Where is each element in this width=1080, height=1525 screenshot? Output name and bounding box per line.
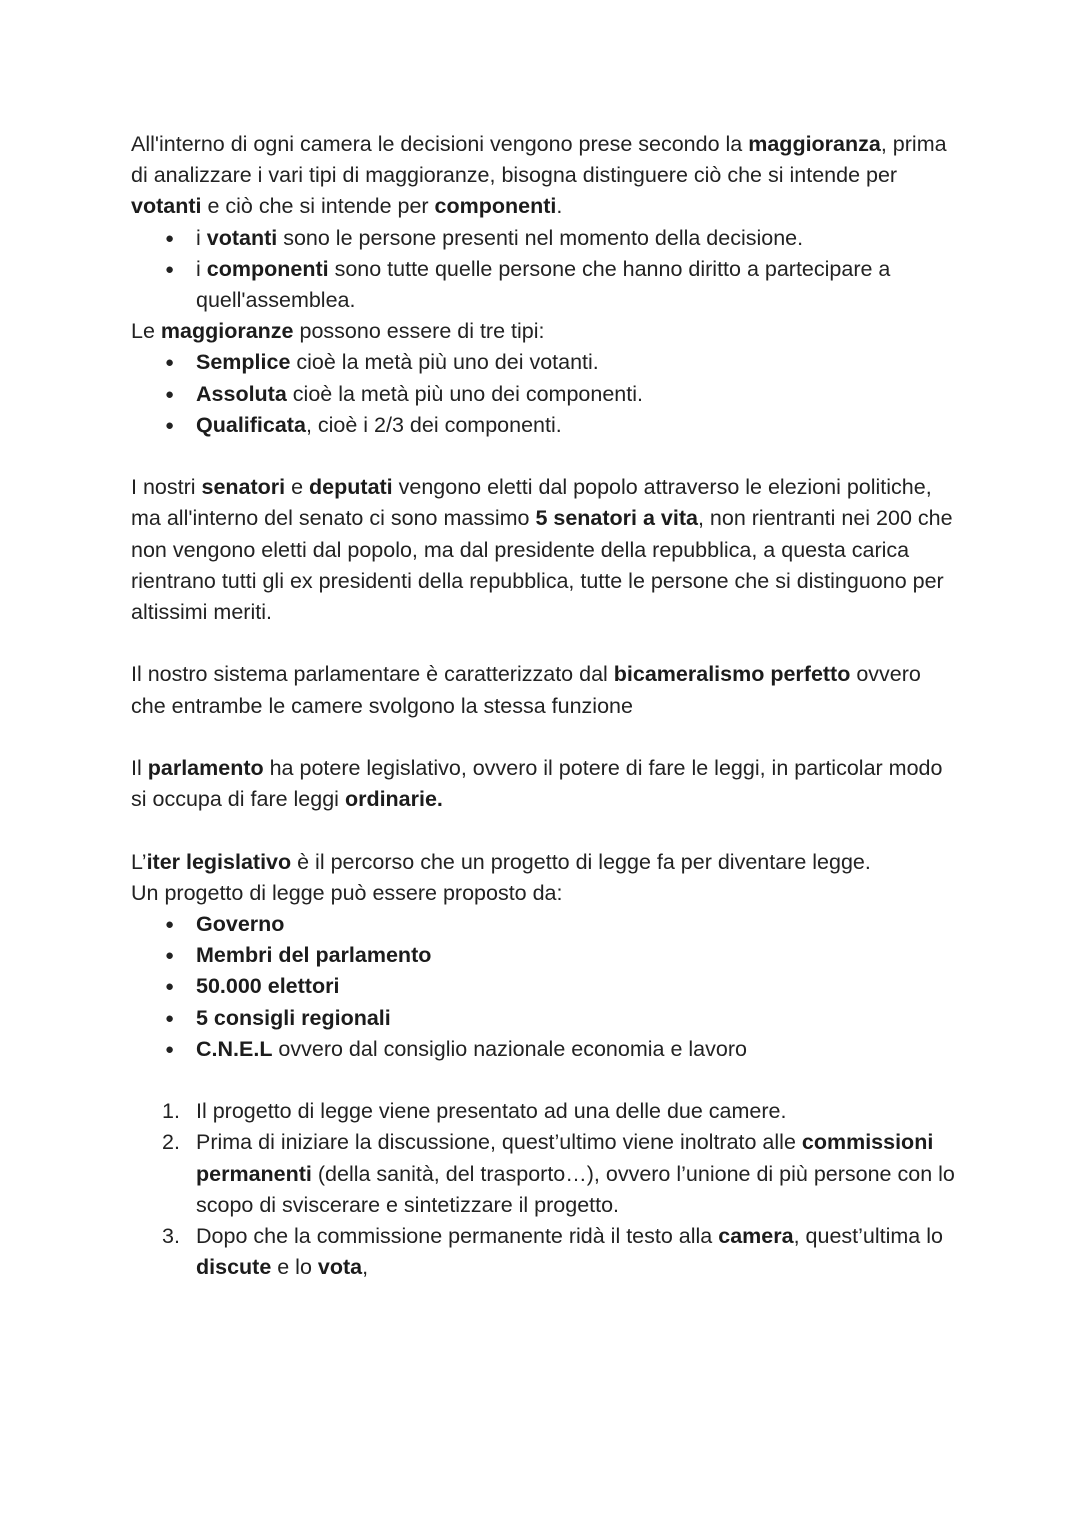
list-item bbox=[131, 909, 961, 940]
bullet-icon: ● bbox=[165, 947, 175, 965]
list-number: 1. bbox=[162, 1099, 180, 1124]
bold-term: votanti bbox=[206, 225, 278, 250]
text: All'interno di ogni camera le decisioni vengono prese secondo la bbox=[131, 132, 749, 156]
list-item bbox=[131, 223, 961, 254]
text: Il progetto di legge viene presentato ad una delle due camere. bbox=[196, 1099, 787, 1124]
bold-term: Qualificata bbox=[196, 412, 306, 437]
paragraph-iter-legislativo bbox=[131, 847, 961, 878]
text: L’ bbox=[131, 849, 147, 874]
text: , cioè i 2/3 dei componenti. bbox=[305, 412, 562, 437]
paragraph-bicameralismo bbox=[131, 659, 961, 721]
spacer bbox=[131, 628, 961, 659]
list-number: 3. bbox=[162, 1224, 180, 1249]
bullet-icon: ● bbox=[165, 229, 175, 247]
bold-term: deputati bbox=[309, 475, 393, 500]
bold-term: votanti bbox=[131, 194, 202, 219]
spacer bbox=[131, 815, 961, 846]
text: e bbox=[285, 475, 310, 500]
bullet-icon: ● bbox=[165, 354, 175, 372]
bold-term: ordinarie. bbox=[344, 787, 443, 812]
text: cioè la metà più uno dei componenti. bbox=[286, 381, 643, 406]
bullet-list-definitions bbox=[131, 223, 961, 317]
paragraph-senatori bbox=[131, 472, 961, 628]
bullet-icon: ● bbox=[165, 916, 175, 934]
text: , bbox=[362, 1255, 369, 1280]
bold-term: 5 senatori a vita bbox=[535, 506, 698, 531]
text: possono essere di tre tipi: bbox=[293, 319, 545, 344]
paragraph-parlamento bbox=[131, 753, 961, 815]
bullet-list-maggioranze bbox=[131, 347, 961, 441]
paragraph-tipi-maggioranze bbox=[131, 316, 961, 347]
text: i bbox=[196, 256, 207, 281]
bullet-icon: ● bbox=[165, 978, 175, 996]
list-item bbox=[131, 1003, 961, 1034]
text: ovvero dal consiglio nazionale economia e lavoro bbox=[272, 1036, 747, 1061]
text: (della sanità, del trasporto…), ovvero l’unione di più persone con lo scopo di sviscerare e sintetizzare il progetto. bbox=[196, 1161, 955, 1217]
bold-term: commissioni permanenti bbox=[196, 1130, 934, 1186]
text: i bbox=[196, 225, 207, 250]
bullet-list-proponenti bbox=[131, 909, 961, 1065]
paragraph-proposto-da: Un progetto di legge può essere proposto da: bbox=[131, 880, 563, 905]
paragraph-maggioranza bbox=[131, 129, 961, 223]
bold-term: 5 consigli regionali bbox=[196, 1005, 391, 1030]
bullet-icon: ● bbox=[165, 416, 175, 434]
text: . bbox=[556, 194, 563, 219]
bold-term: vota bbox=[317, 1255, 363, 1280]
list-item bbox=[131, 1221, 961, 1283]
document-page bbox=[131, 129, 961, 1283]
text: Il nostro sistema parlamentare è caratterizzato dal bbox=[131, 662, 614, 687]
bold-term: parlamento bbox=[147, 756, 264, 781]
bold-term: 50.000 elettori bbox=[196, 974, 340, 999]
bold-term: bicameralismo perfetto bbox=[613, 662, 851, 687]
list-item bbox=[131, 410, 961, 441]
bold-term: C.N.E.L bbox=[196, 1036, 273, 1061]
bold-term: discute bbox=[196, 1255, 272, 1280]
bold-term: maggioranze bbox=[160, 319, 294, 344]
bold-term: camera bbox=[718, 1224, 794, 1249]
text: e lo bbox=[271, 1255, 318, 1280]
list-number: 2. bbox=[162, 1130, 180, 1155]
bullet-icon: ● bbox=[165, 1009, 175, 1027]
text: Le bbox=[131, 319, 161, 344]
text: Prima di iniziare la discussione, quest’ultimo viene inoltrato alle bbox=[196, 1130, 802, 1155]
list-item bbox=[131, 347, 961, 378]
list-item bbox=[131, 1096, 961, 1127]
text: I nostri bbox=[131, 475, 202, 500]
bold-term: iter legislativo bbox=[146, 849, 292, 874]
text: cioè la metà più uno dei votanti. bbox=[290, 350, 599, 375]
bold-term: componenti bbox=[206, 256, 329, 281]
bullet-icon: ● bbox=[165, 260, 175, 278]
text: , quest’ultima lo bbox=[793, 1224, 943, 1249]
list-item bbox=[131, 971, 961, 1002]
bold-term: Semplice bbox=[196, 350, 291, 375]
numbered-list-steps bbox=[131, 1096, 961, 1283]
text: sono tutte quelle persone che hanno diritto a partecipare a quell'assemblea. bbox=[196, 256, 891, 313]
bold-term: componenti bbox=[434, 194, 557, 219]
bold-term: Governo bbox=[196, 912, 285, 937]
bullet-icon: ● bbox=[165, 385, 175, 403]
bold-term: Assoluta bbox=[196, 381, 287, 406]
list-item bbox=[131, 379, 961, 410]
text: , non rientranti nei 200 che non vengono eletti dal popolo, ma dal presidente della repubblica, a questa carica rientrano tutti gli ex presidenti della repubblica, tutte le persone che si distinguono per altissimi meriti. bbox=[131, 506, 953, 625]
list-item bbox=[131, 940, 961, 971]
text: e ciò che si intende per bbox=[201, 194, 435, 219]
spacer bbox=[131, 722, 961, 753]
bold-term: senatori bbox=[201, 475, 286, 500]
bold-term: maggioranza bbox=[748, 132, 881, 156]
text: ovvero che entrambe le camere svolgono la stessa funzione bbox=[131, 662, 921, 718]
list-item bbox=[131, 1127, 961, 1221]
text: sono le persone presenti nel momento della decisione. bbox=[277, 225, 804, 250]
text: ha potere legislativo, ovvero il potere di fare le leggi, in particolar modo si occupa di fare leggi bbox=[131, 756, 943, 812]
bold-term: Membri del parlamento bbox=[196, 943, 432, 968]
spacer bbox=[131, 1065, 961, 1096]
text: Il bbox=[131, 756, 148, 781]
spacer bbox=[131, 441, 961, 472]
bullet-icon: ● bbox=[165, 1040, 175, 1058]
text: vengono eletti dal popolo attraverso le elezioni politiche, ma all'interno del senato ci sono massimo bbox=[131, 475, 932, 531]
text: , prima di analizzare i vari tipi di maggioranze, bisogna distinguere ciò che si intende per bbox=[131, 132, 947, 188]
text: è il percorso che un progetto di legge fa per diventare legge. bbox=[291, 849, 871, 874]
list-item bbox=[131, 254, 961, 316]
list-item bbox=[131, 1034, 961, 1065]
text: Dopo che la commissione permanente ridà il testo alla bbox=[196, 1224, 719, 1249]
